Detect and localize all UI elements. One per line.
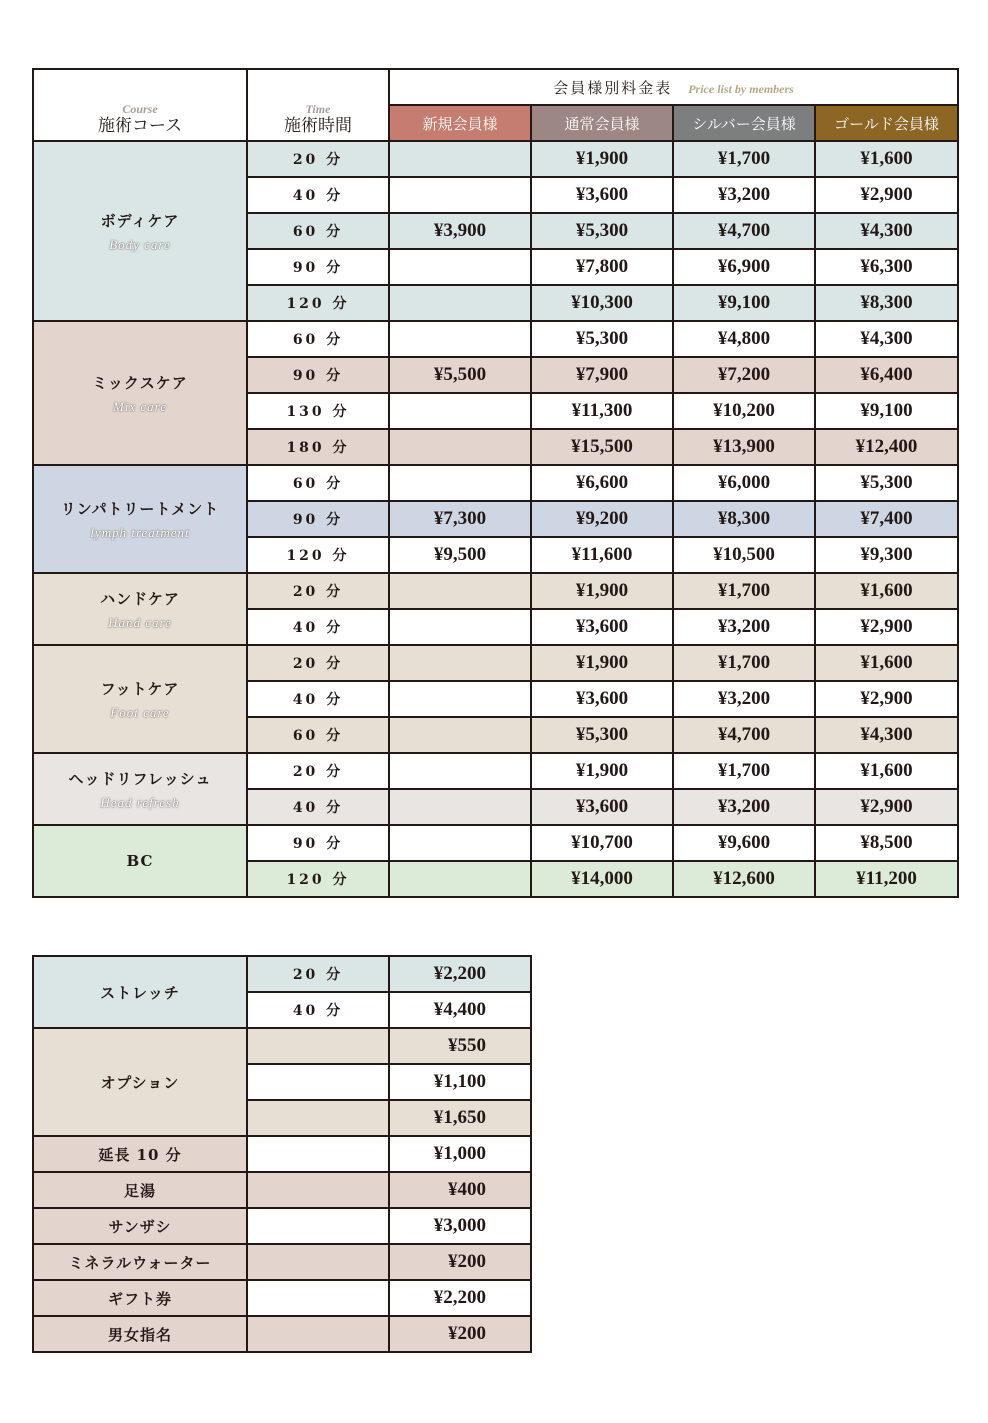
- option-name-cell: [33, 1136, 247, 1172]
- option-name: ギフト券: [107, 1289, 172, 1308]
- member-price-table: [32, 68, 959, 898]
- silver-member-price: ¥3,200: [673, 177, 815, 213]
- silver-member-price: ¥9,100: [673, 285, 815, 321]
- course-name-ja: ボディケア: [100, 211, 180, 230]
- time-header: [247, 69, 389, 141]
- option-price: ¥3,000: [389, 1208, 531, 1244]
- price-row: [33, 753, 958, 789]
- new-member-price: [389, 141, 531, 177]
- new-member-price: [389, 789, 531, 825]
- time-header-en: Time: [305, 102, 331, 116]
- time-cell: 60 分: [247, 321, 389, 357]
- tier-header-1: 通常会員様: [531, 105, 673, 141]
- course-name-cell: [33, 465, 247, 573]
- option-time-cell: [247, 1136, 389, 1172]
- gold-member-price: ¥11,200: [815, 861, 958, 897]
- new-member-price: [389, 573, 531, 609]
- option-time-cell: 20 分: [247, 956, 389, 992]
- regular-member-price: ¥14,000: [531, 861, 673, 897]
- option-row: [33, 1316, 531, 1352]
- course-name-ja: ハンドケア: [100, 589, 180, 608]
- price-list-title-en: Price list by members: [688, 81, 794, 96]
- new-member-price: [389, 429, 531, 465]
- option-name-cell: [33, 1208, 247, 1244]
- gold-member-price: ¥8,300: [815, 285, 958, 321]
- time-cell: 20 分: [247, 753, 389, 789]
- option-price: ¥2,200: [389, 956, 531, 992]
- option-time-cell: [247, 1316, 389, 1352]
- silver-member-price: ¥7,200: [673, 357, 815, 393]
- time-cell: 180 分: [247, 429, 389, 465]
- silver-member-price: ¥13,900: [673, 429, 815, 465]
- time-cell: 40 分: [247, 177, 389, 213]
- gold-member-price: ¥2,900: [815, 609, 958, 645]
- silver-member-price: ¥4,800: [673, 321, 815, 357]
- regular-member-price: ¥9,200: [531, 501, 673, 537]
- regular-member-price: ¥5,300: [531, 321, 673, 357]
- gold-member-price: ¥4,300: [815, 213, 958, 249]
- regular-member-price: ¥6,600: [531, 465, 673, 501]
- option-price: ¥200: [389, 1244, 531, 1280]
- option-time-cell: [247, 1280, 389, 1316]
- option-name: オプション: [100, 1073, 180, 1092]
- new-member-price: ¥9,500: [389, 537, 531, 573]
- price-row: [33, 645, 958, 681]
- course-name-ja: リンパトリートメント: [60, 499, 220, 518]
- gold-member-price: ¥8,500: [815, 825, 958, 861]
- course-name-en: Head refresh: [100, 794, 180, 810]
- gold-member-price: ¥4,300: [815, 717, 958, 753]
- tier-header-0: 新規会員様: [389, 105, 531, 141]
- course-name-en: lymph treatment: [90, 524, 190, 540]
- option-row: [33, 1208, 531, 1244]
- regular-member-price: ¥3,600: [531, 177, 673, 213]
- silver-member-price: ¥1,700: [673, 573, 815, 609]
- gold-member-price: ¥1,600: [815, 645, 958, 681]
- option-name: サンザシ: [108, 1217, 172, 1236]
- course-name-cell: [33, 825, 247, 897]
- option-name: ストレッチ: [100, 983, 180, 1002]
- course-name-cell: [33, 753, 247, 825]
- silver-member-price: ¥1,700: [673, 141, 815, 177]
- course-name-cell: [33, 573, 247, 645]
- course-name-ja: ミックスケア: [92, 373, 188, 392]
- new-member-price: [389, 285, 531, 321]
- option-name: ミネラルウォーター: [68, 1253, 212, 1272]
- time-cell: 120 分: [247, 537, 389, 573]
- silver-member-price: ¥1,700: [673, 645, 815, 681]
- time-cell: 40 分: [247, 609, 389, 645]
- option-name-cell: [33, 1280, 247, 1316]
- regular-member-price: ¥10,300: [531, 285, 673, 321]
- price-row: [33, 465, 958, 501]
- tier-header-3: ゴールド会員様: [815, 105, 958, 141]
- option-time-cell: [247, 1172, 389, 1208]
- option-row: [33, 956, 531, 992]
- regular-member-price: ¥5,300: [531, 213, 673, 249]
- option-price: ¥1,650: [389, 1100, 531, 1136]
- new-member-price: [389, 717, 531, 753]
- option-time-cell: [247, 1244, 389, 1280]
- course-name-cell: [33, 645, 247, 753]
- time-cell: 90 分: [247, 357, 389, 393]
- time-cell: 20 分: [247, 141, 389, 177]
- gold-member-price: ¥2,900: [815, 177, 958, 213]
- regular-member-price: ¥3,600: [531, 681, 673, 717]
- tier-header-2: シルバー会員様: [673, 105, 815, 141]
- silver-member-price: ¥1,700: [673, 753, 815, 789]
- silver-member-price: ¥9,600: [673, 825, 815, 861]
- regular-member-price: ¥3,600: [531, 789, 673, 825]
- gold-member-price: ¥5,300: [815, 465, 958, 501]
- new-member-price: [389, 753, 531, 789]
- new-member-price: [389, 465, 531, 501]
- regular-member-price: ¥1,900: [531, 753, 673, 789]
- gold-member-price: ¥1,600: [815, 573, 958, 609]
- gold-member-price: ¥1,600: [815, 753, 958, 789]
- time-header-ja: 施術時間: [284, 116, 352, 136]
- course-name-en: Mix care: [112, 398, 168, 414]
- time-cell: 90 分: [247, 501, 389, 537]
- price-row: [33, 573, 958, 609]
- regular-member-price: ¥10,700: [531, 825, 673, 861]
- regular-member-price: ¥15,500: [531, 429, 673, 465]
- silver-member-price: ¥3,200: [673, 681, 815, 717]
- course-name-cell: [33, 141, 247, 321]
- gold-member-price: ¥1,600: [815, 141, 958, 177]
- price-list-title: [389, 69, 958, 105]
- course-name-en: Hand care: [108, 614, 172, 630]
- time-cell: 20 分: [247, 645, 389, 681]
- time-cell: 60 分: [247, 717, 389, 753]
- silver-member-price: ¥4,700: [673, 213, 815, 249]
- option-time-cell: [247, 1100, 389, 1136]
- new-member-price: [389, 321, 531, 357]
- price-row: [33, 141, 958, 177]
- option-price: ¥2,200: [389, 1280, 531, 1316]
- regular-member-price: ¥7,900: [531, 357, 673, 393]
- silver-member-price: ¥6,900: [673, 249, 815, 285]
- gold-member-price: ¥2,900: [815, 789, 958, 825]
- option-name-cell: [33, 956, 247, 1028]
- gold-member-price: ¥7,400: [815, 501, 958, 537]
- gold-member-price: ¥9,300: [815, 537, 958, 573]
- option-row: [33, 1172, 531, 1208]
- option-price: ¥550: [389, 1028, 531, 1064]
- course-name-en: Foot care: [110, 704, 170, 720]
- regular-member-price: ¥1,900: [531, 573, 673, 609]
- course-name-ja: ヘッドリフレッシュ: [68, 769, 212, 788]
- price-row: [33, 321, 958, 357]
- silver-member-price: ¥10,500: [673, 537, 815, 573]
- gold-member-price: ¥6,300: [815, 249, 958, 285]
- silver-member-price: ¥12,600: [673, 861, 815, 897]
- price-list-title-ja: 会員様別料金表: [553, 78, 673, 97]
- new-member-price: ¥7,300: [389, 501, 531, 537]
- option-price: ¥200: [389, 1316, 531, 1352]
- option-time-cell: 40 分: [247, 992, 389, 1028]
- time-cell: 40 分: [247, 681, 389, 717]
- course-name-ja: フットケア: [100, 679, 180, 698]
- silver-member-price: ¥4,700: [673, 717, 815, 753]
- regular-member-price: ¥1,900: [531, 645, 673, 681]
- option-row: [33, 1028, 531, 1064]
- option-name: 足湯: [123, 1181, 156, 1200]
- option-name: 男女指名: [107, 1325, 172, 1344]
- new-member-price: [389, 393, 531, 429]
- option-row: [33, 1244, 531, 1280]
- new-member-price: ¥3,900: [389, 213, 531, 249]
- new-member-price: [389, 177, 531, 213]
- new-member-price: [389, 645, 531, 681]
- option-time-cell: [247, 1208, 389, 1244]
- new-member-price: [389, 681, 531, 717]
- regular-member-price: ¥3,600: [531, 609, 673, 645]
- regular-member-price: ¥11,300: [531, 393, 673, 429]
- new-member-price: [389, 861, 531, 897]
- silver-member-price: ¥8,300: [673, 501, 815, 537]
- regular-member-price: ¥11,600: [531, 537, 673, 573]
- new-member-price: ¥5,500: [389, 357, 531, 393]
- time-cell: 60 分: [247, 465, 389, 501]
- option-name-cell: [33, 1316, 247, 1352]
- option-price: ¥1,000: [389, 1136, 531, 1172]
- course-header-en: Course: [122, 102, 158, 116]
- regular-member-price: ¥1,900: [531, 141, 673, 177]
- gold-member-price: ¥9,100: [815, 393, 958, 429]
- course-header: [33, 69, 247, 141]
- new-member-price: [389, 609, 531, 645]
- silver-member-price: ¥3,200: [673, 609, 815, 645]
- regular-member-price: ¥7,800: [531, 249, 673, 285]
- option-time-cell: [247, 1064, 389, 1100]
- course-header-ja: 施術コース: [97, 116, 183, 136]
- gold-member-price: ¥6,400: [815, 357, 958, 393]
- new-member-price: [389, 825, 531, 861]
- course-name-ja: BC: [126, 852, 154, 870]
- price-row: [33, 825, 958, 861]
- course-name-en: Body care: [109, 236, 171, 252]
- option-name-cell: [33, 1244, 247, 1280]
- gold-member-price: ¥2,900: [815, 681, 958, 717]
- option-price: ¥400: [389, 1172, 531, 1208]
- option-price: ¥1,100: [389, 1064, 531, 1100]
- time-cell: 130 分: [247, 393, 389, 429]
- time-cell: 90 分: [247, 249, 389, 285]
- option-row: [33, 1136, 531, 1172]
- gold-member-price: ¥4,300: [815, 321, 958, 357]
- time-cell: 120 分: [247, 861, 389, 897]
- course-name-cell: [33, 321, 247, 465]
- time-cell: 60 分: [247, 213, 389, 249]
- option-name-cell: [33, 1028, 247, 1136]
- regular-member-price: ¥5,300: [531, 717, 673, 753]
- silver-member-price: ¥3,200: [673, 789, 815, 825]
- option-time-cell: [247, 1028, 389, 1064]
- gold-member-price: ¥12,400: [815, 429, 958, 465]
- option-price-table: [32, 955, 532, 1353]
- time-cell: 40 分: [247, 789, 389, 825]
- new-member-price: [389, 249, 531, 285]
- time-cell: 90 分: [247, 825, 389, 861]
- option-name: 延長 10 分: [98, 1145, 182, 1164]
- silver-member-price: ¥6,000: [673, 465, 815, 501]
- silver-member-price: ¥10,200: [673, 393, 815, 429]
- time-cell: 20 分: [247, 573, 389, 609]
- option-name-cell: [33, 1172, 247, 1208]
- time-cell: 120 分: [247, 285, 389, 321]
- option-price: ¥4,400: [389, 992, 531, 1028]
- option-row: [33, 1280, 531, 1316]
